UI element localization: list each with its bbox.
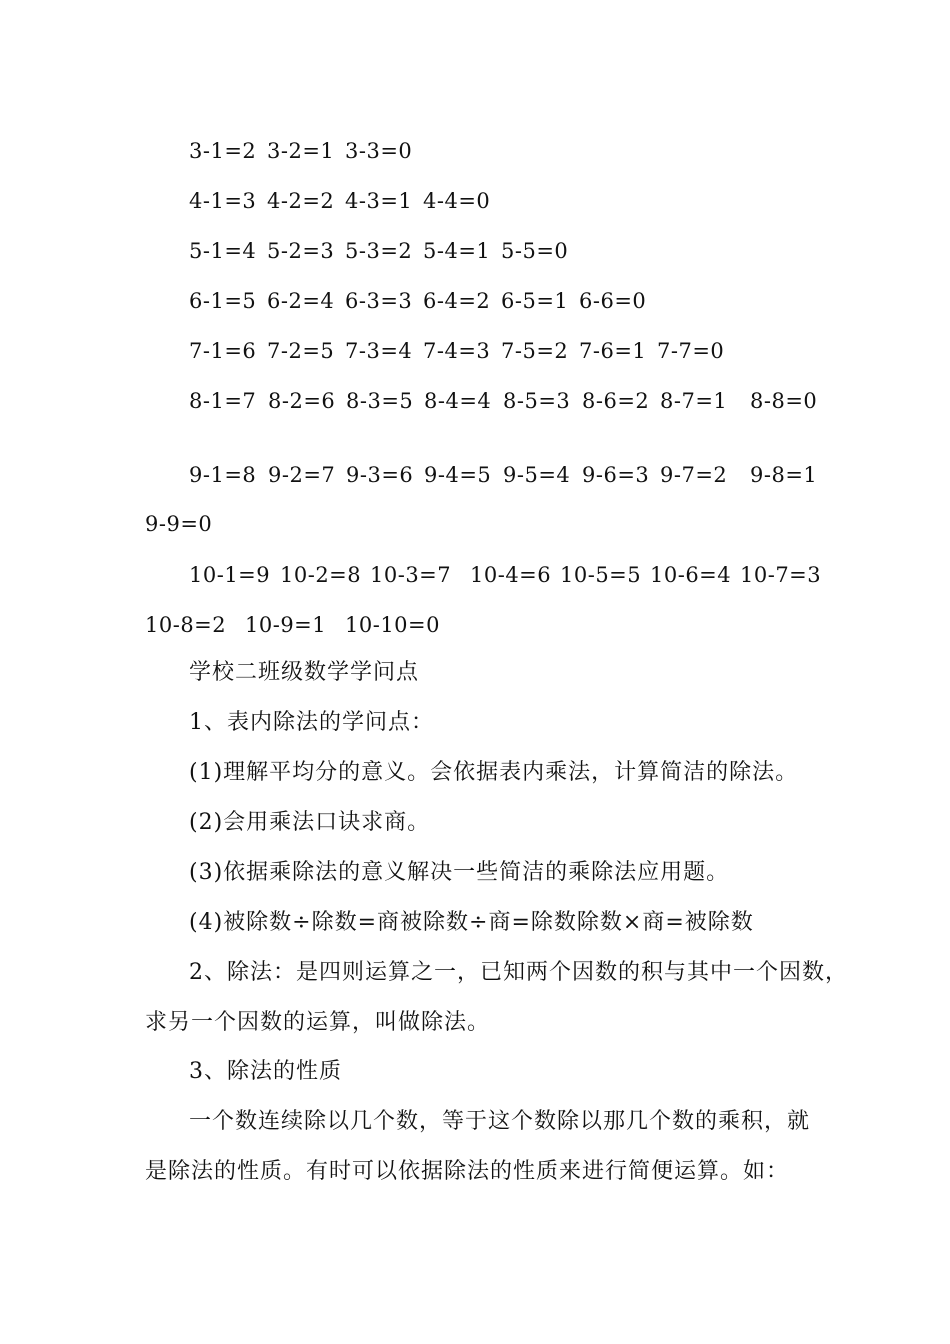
equation: 6-1=5 [189, 289, 257, 313]
equation: 8-4=4 [424, 389, 492, 413]
equation: 5-5=0 [501, 239, 569, 263]
equation: 5-1=4 [189, 239, 257, 263]
equation: 3-3=0 [345, 139, 413, 163]
item1-point-3: (3)依据乘除法的意义解决一些简洁的乘除法应用题。 [189, 860, 730, 885]
item3-line-1: 一个数连续除以几个数，等于这个数除以那几个数的乘积，就 [189, 1109, 811, 1134]
equation: 3-2=1 [267, 139, 335, 163]
equation: 9-7=2 [660, 463, 728, 487]
equation: 10-10=0 [345, 613, 440, 637]
equation: 4-2=2 [267, 189, 335, 213]
equation: 7-4=3 [423, 339, 491, 363]
equation: 9-4=5 [424, 463, 492, 487]
equation: 7-6=1 [579, 339, 647, 363]
equation: 7-7=0 [657, 339, 725, 363]
item3-title: 3、除法的性质 [189, 1059, 342, 1084]
equation: 9-9=0 [145, 512, 213, 536]
equation: 7-3=4 [345, 339, 413, 363]
section-heading: 学校二班级数学学问点 [189, 660, 420, 685]
equation: 6-5=1 [501, 289, 569, 313]
equation: 9-8=1 [750, 463, 818, 487]
equation: 7-1=6 [189, 339, 257, 363]
equation: 6-6=0 [579, 289, 647, 313]
equation: 10-4=6 [470, 563, 552, 587]
item1-title: 1、表内除法的学问点： [189, 710, 434, 735]
equation: 10-2=8 [280, 563, 362, 587]
equation: 5-2=3 [267, 239, 335, 263]
equation: 10-8=2 [145, 613, 227, 637]
item3-line-2: 是除法的性质。有时可以依据除法的性质来进行简便运算。如： [145, 1159, 790, 1184]
equation: 10-9=1 [245, 613, 327, 637]
equation: 10-1=9 [189, 563, 271, 587]
equation: 8-8=0 [750, 389, 818, 413]
equation: 9-1=8 [189, 463, 257, 487]
equation: 8-1=7 [189, 389, 257, 413]
equation: 8-7=1 [660, 389, 728, 413]
equation: 8-6=2 [582, 389, 650, 413]
equation: 9-2=7 [268, 463, 336, 487]
equation: 9-5=4 [503, 463, 571, 487]
item1-point-2: (2)会用乘法口诀求商。 [189, 810, 431, 835]
item1-point-4: (4)被除数÷除数=商被除数÷商=除数除数×商=被除数 [189, 910, 754, 935]
equation: 8-2=6 [268, 389, 336, 413]
equation: 10-6=4 [650, 563, 732, 587]
item2-line-2: 求另一个因数的运算，叫做除法。 [145, 1010, 491, 1035]
equation: 4-3=1 [345, 189, 413, 213]
equation: 9-3=6 [346, 463, 414, 487]
equation: 8-5=3 [503, 389, 571, 413]
equation: 6-3=3 [345, 289, 413, 313]
equation: 6-4=2 [423, 289, 491, 313]
item1-point-1: (1)理解平均分的意义。会依据表内乘法，计算简洁的除法。 [189, 760, 799, 785]
equation: 7-2=5 [267, 339, 335, 363]
item2-line-1: 2、除法：是四则运算之一，已知两个因数的积与其中一个因数， [189, 960, 848, 985]
equation: 4-1=3 [189, 189, 257, 213]
equation: 10-5=5 [560, 563, 642, 587]
equation: 5-4=1 [423, 239, 491, 263]
equation: 6-2=4 [267, 289, 335, 313]
equation: 9-6=3 [582, 463, 650, 487]
equation: 10-3=7 [370, 563, 452, 587]
equation: 7-5=2 [501, 339, 569, 363]
equation: 5-3=2 [345, 239, 413, 263]
equation: 8-3=5 [346, 389, 414, 413]
equation: 10-7=3 [740, 563, 822, 587]
equation: 4-4=0 [423, 189, 491, 213]
equation: 3-1=2 [189, 139, 257, 163]
